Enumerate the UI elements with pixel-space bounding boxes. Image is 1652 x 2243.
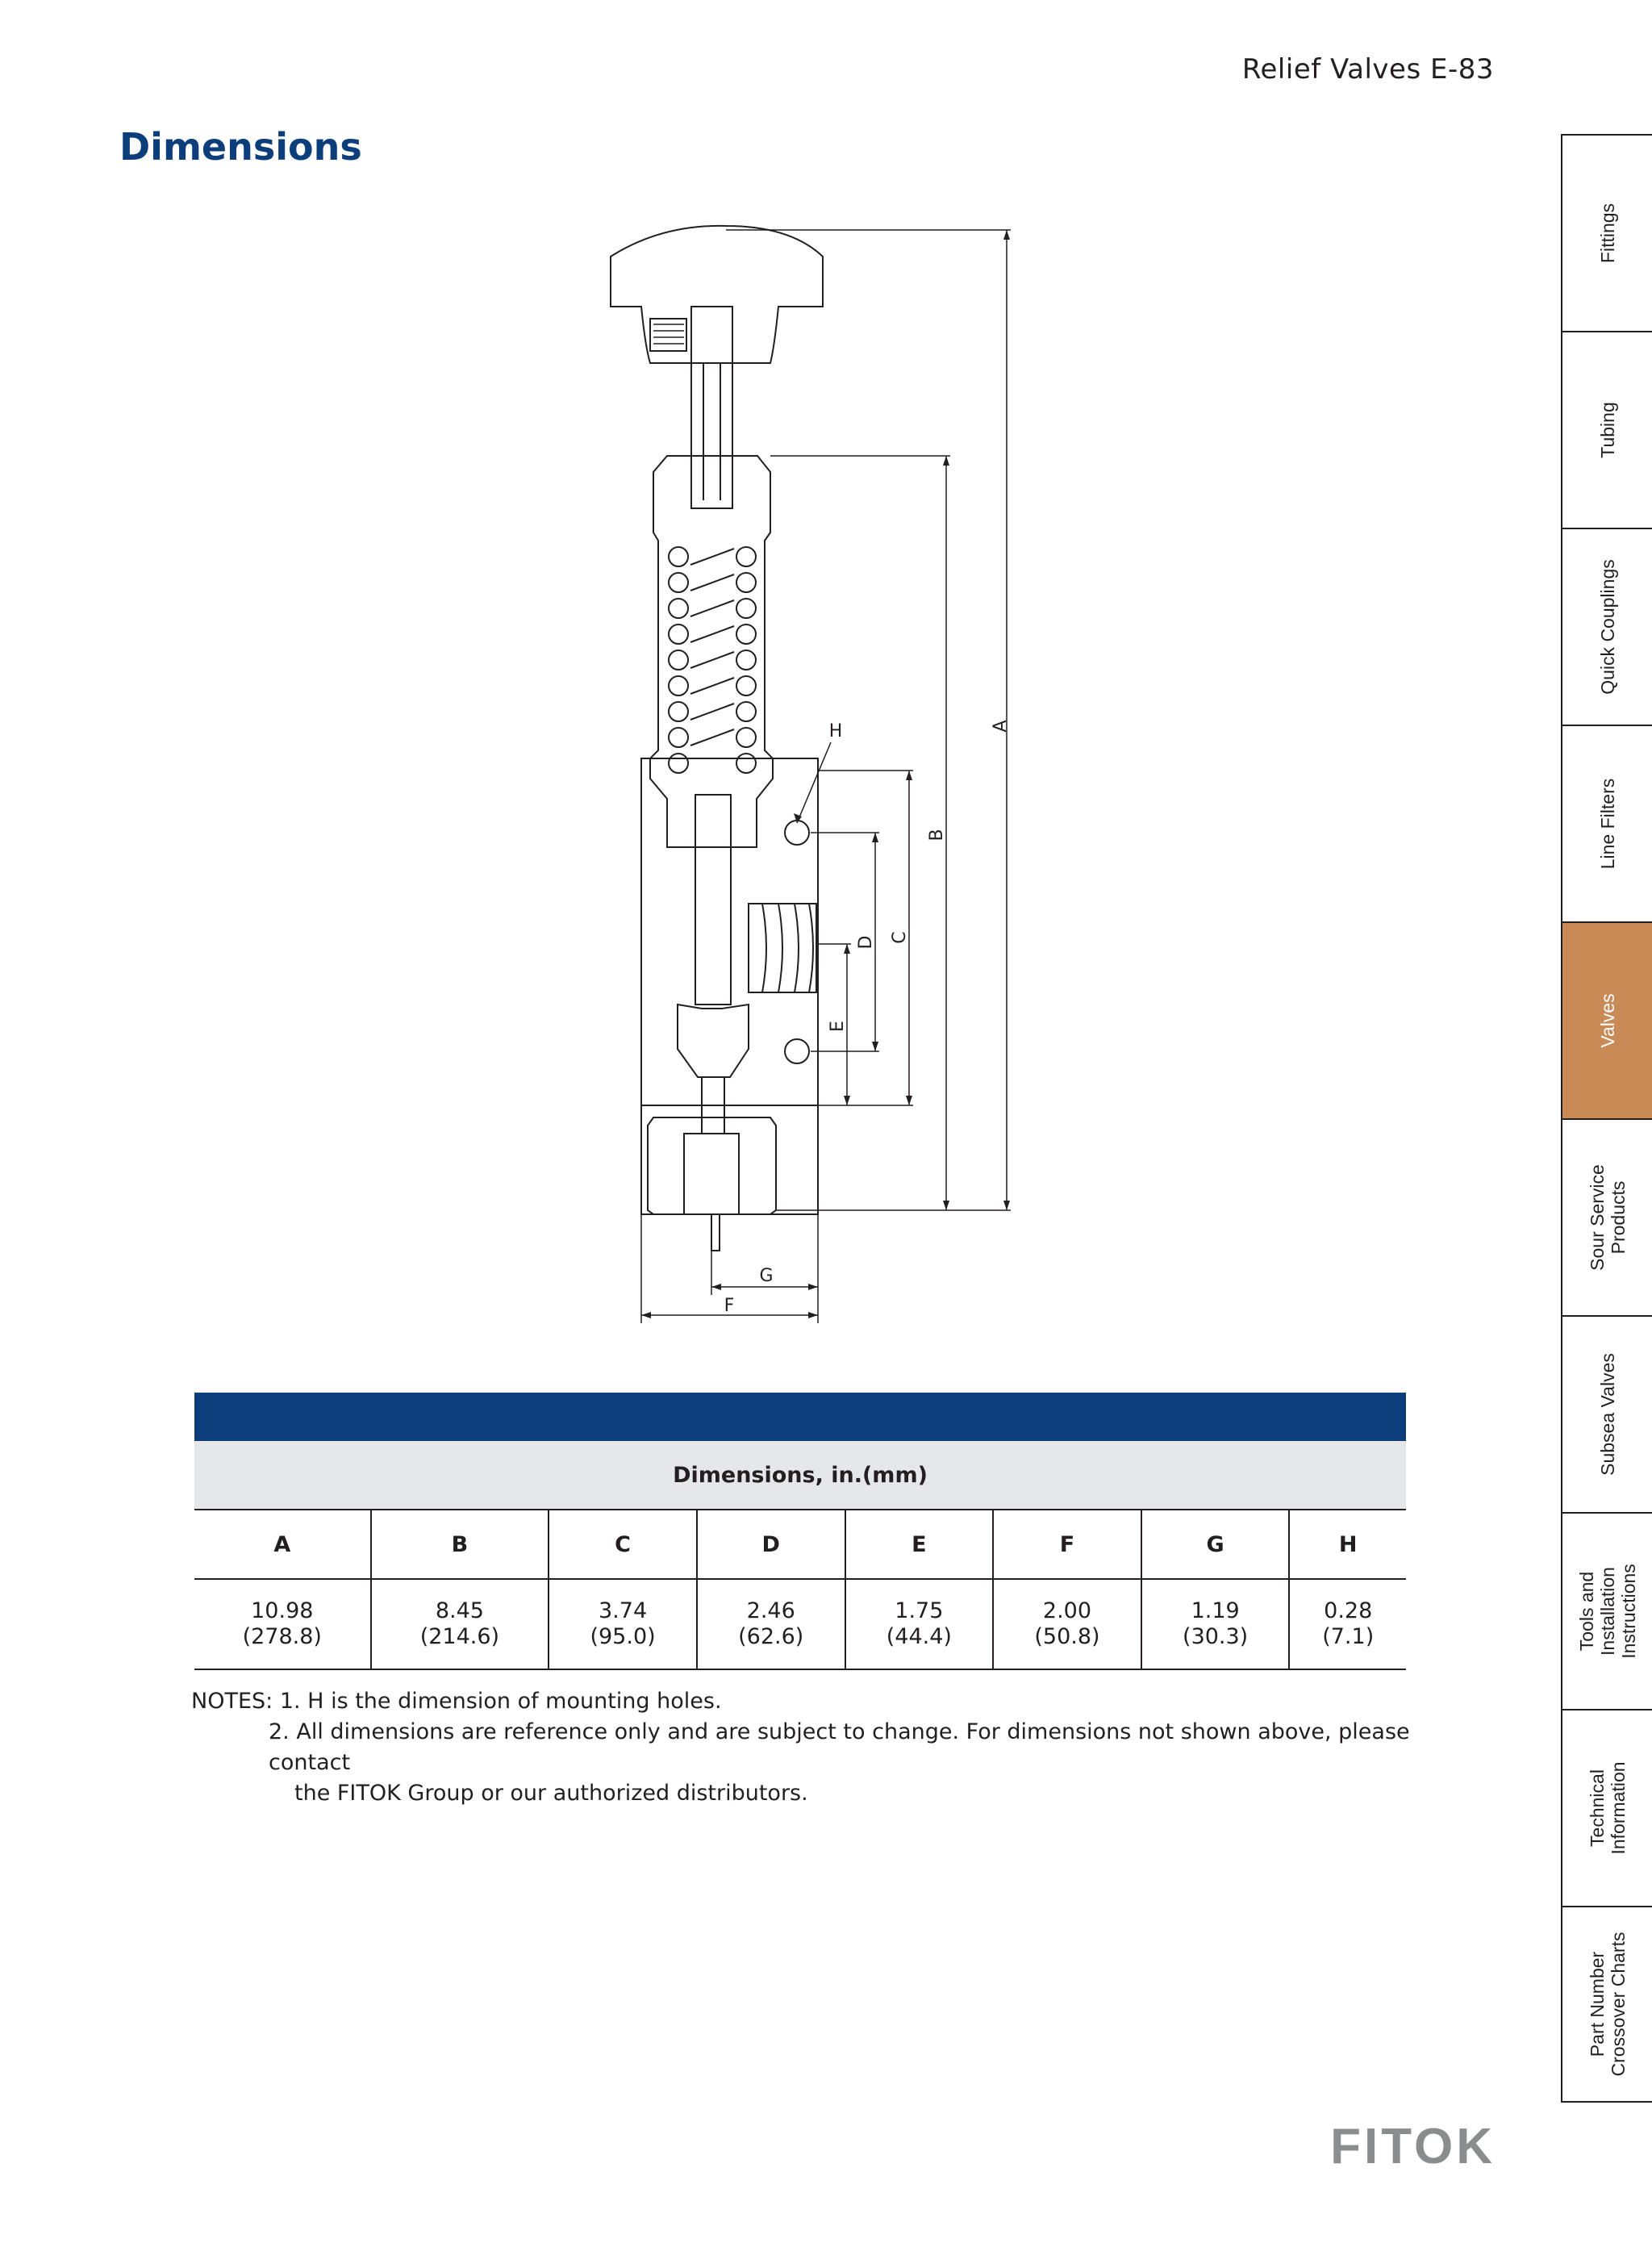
table-cell (1141, 1579, 1290, 1669)
side-tab-label: Fittings (1596, 203, 1618, 264)
dim-label-a: A (991, 720, 1011, 733)
table-cell (194, 1579, 371, 1669)
side-tab-label: Tubing (1596, 402, 1618, 458)
table-caption-row (194, 1441, 1406, 1510)
cell-mm: (7.1) (1322, 1624, 1375, 1649)
side-tab-label: Tools and Installation Instructions (1575, 1564, 1639, 1659)
note-text: the FITOK Group or our authorized distributors. (294, 1781, 808, 1806)
cell-inch: 1.75 (895, 1598, 944, 1623)
inlet-fitting (648, 1117, 776, 1214)
dimensions-table (194, 1393, 1406, 1670)
cell-mm: (278.8) (242, 1624, 322, 1649)
cell-inch: 10.98 (251, 1598, 314, 1623)
cell-inch: 2.00 (1042, 1598, 1092, 1623)
cell-inch: 1.19 (1191, 1598, 1240, 1623)
side-tab-label: Sour Service Products (1586, 1164, 1629, 1271)
set-screw (650, 319, 686, 351)
dim-label-g: G (759, 1266, 774, 1286)
outlet-port (749, 904, 816, 992)
column-header: A (194, 1510, 371, 1579)
note-item (191, 1686, 1450, 1717)
column-header: D (697, 1510, 845, 1579)
side-tab-label: Valves (1596, 993, 1618, 1048)
cell-mm: (30.3) (1183, 1624, 1249, 1649)
column-header: H (1289, 1510, 1406, 1579)
cell-inch: 2.46 (746, 1598, 795, 1623)
side-tab-technical-info[interactable] (1562, 1709, 1652, 1906)
note-text: 2. All dimensions are reference only and are subject to change. For dimensions not shown above, please contact (269, 1719, 1410, 1775)
spring-coils (669, 547, 756, 773)
dim-label-c: C (890, 931, 910, 944)
side-tab-label: Technical Information (1586, 1761, 1629, 1855)
table-cell (993, 1579, 1141, 1669)
table-cell (371, 1579, 549, 1669)
side-tab-tools[interactable] (1562, 1512, 1652, 1709)
page-header: Relief Valves E-83 (1241, 53, 1494, 86)
note-item (191, 1717, 1450, 1778)
cell-mm: (214.6) (419, 1624, 500, 1649)
table-cell (1289, 1579, 1406, 1669)
cell-mm: (95.0) (590, 1624, 656, 1649)
side-tab-label: Subsea Valves (1596, 1353, 1618, 1476)
section-title: Dimensions (119, 125, 362, 169)
note-item-continued (191, 1778, 1450, 1809)
cell-mm: (62.6) (738, 1624, 804, 1649)
dim-label-f: F (724, 1296, 735, 1316)
fitok-logo: FITOK (1330, 2119, 1496, 2174)
valve-bonnet (650, 456, 773, 847)
table-cell (845, 1579, 994, 1669)
notes (191, 1686, 1450, 1809)
note-text: 1. H is the dimension of mounting holes. (279, 1689, 722, 1714)
table-row (194, 1579, 1406, 1669)
notes-prefix: NOTES: (191, 1689, 273, 1714)
dim-label-e: E (828, 1021, 848, 1032)
table-cell (697, 1579, 845, 1669)
side-tab-label: Quick Couplings (1596, 559, 1618, 695)
column-header: C (549, 1510, 697, 1579)
valve-stem (691, 307, 732, 508)
side-tab-crossover-charts[interactable] (1562, 1906, 1652, 2103)
column-header: G (1141, 1510, 1290, 1579)
cell-inch: 3.74 (599, 1598, 648, 1623)
table-header-row (194, 1510, 1406, 1579)
poppet (695, 795, 731, 1005)
column-header: F (993, 1510, 1141, 1579)
cell-mm: (50.8) (1034, 1624, 1100, 1649)
side-tab-label: Line Filters (1596, 778, 1618, 870)
mounting-hole-top (785, 821, 809, 845)
valve-handle (611, 226, 823, 363)
table-cell (549, 1579, 697, 1669)
cell-mm: (44.4) (886, 1624, 952, 1649)
column-header: E (845, 1510, 994, 1579)
mounting-hole-bottom (785, 1039, 809, 1063)
table-header-band (194, 1393, 1406, 1441)
dim-label-h: H (828, 721, 843, 741)
cell-inch: 0.28 (1324, 1598, 1373, 1623)
column-header: B (371, 1510, 549, 1579)
cell-inch: 8.45 (435, 1598, 484, 1623)
table-caption: Dimensions, in.(mm) (194, 1441, 1406, 1510)
dim-label-d: D (856, 935, 876, 950)
dim-label-b: B (927, 829, 947, 842)
side-tab-label: Part Number Crossover Charts (1586, 1932, 1629, 2077)
